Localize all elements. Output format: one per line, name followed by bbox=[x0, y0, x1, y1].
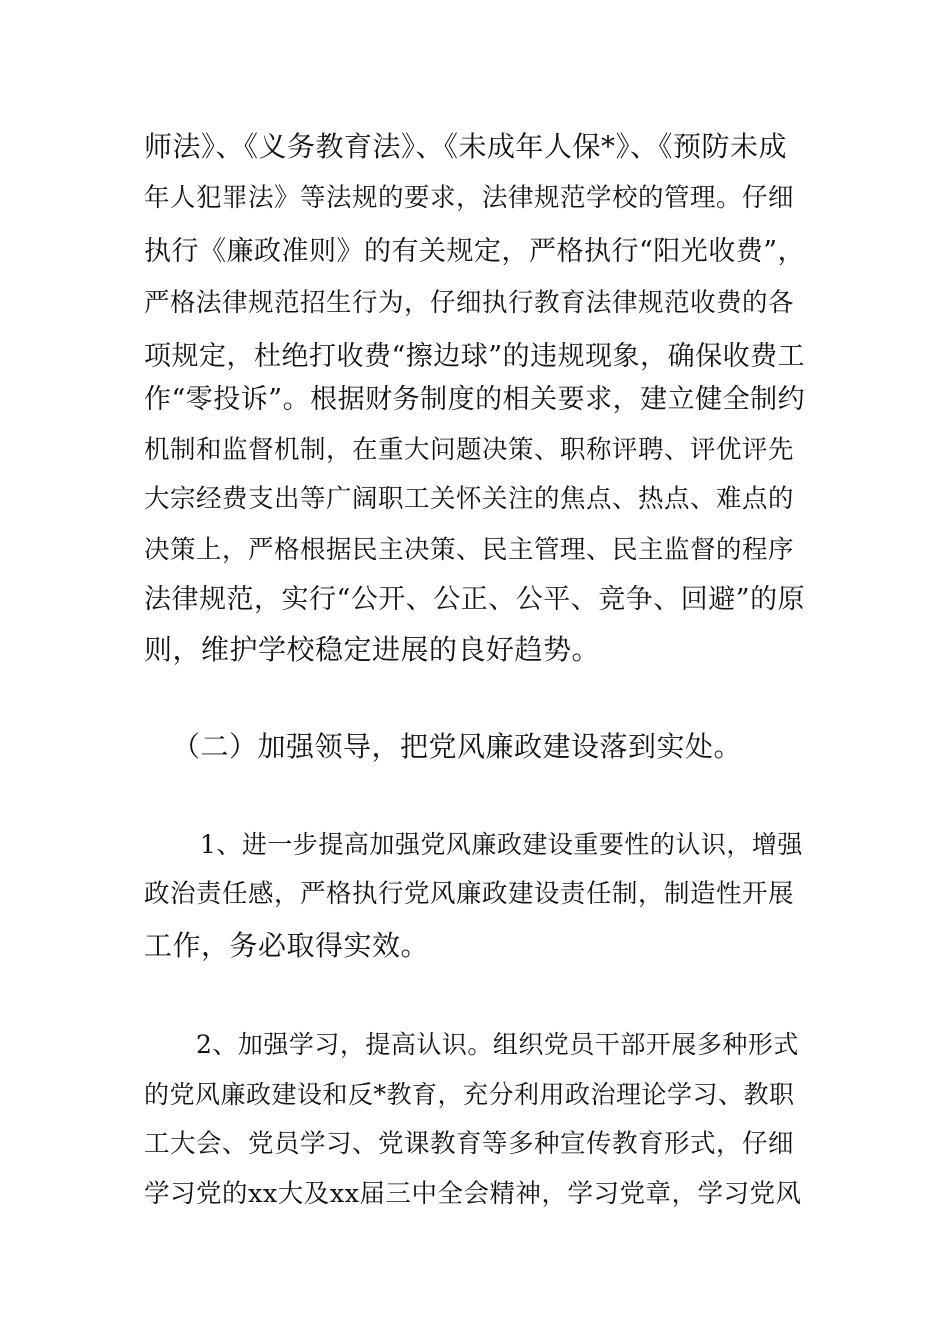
paragraph-line: 工大会、党员学习、党课教育等多种宣传教育形式，仔细 bbox=[144, 1129, 795, 1159]
paragraph-line: 法律规范，实行“公开、公正、公平、竞争、回避”的原 bbox=[144, 584, 806, 615]
paragraph-line: 大宗经费支出等广阔职工关怀关注的焦点、热点、难点的 bbox=[144, 484, 795, 514]
paragraph-line: 工作，务必取得实效。 bbox=[144, 929, 430, 962]
paragraph-line: 项规定，杜绝打收费“擦边球”的违规现象，确保收费工 bbox=[144, 341, 806, 372]
paragraph-line: 政治责任感，严格执行党风廉政建设责任制，制造性开展 bbox=[144, 879, 795, 909]
paragraph-line: 1、进一步提高加强党风廉政建设重要性的认识，增强 bbox=[200, 830, 803, 859]
paragraph-line: 作“零投诉”。根据财务制度的相关要求，建立健全制约 bbox=[144, 384, 806, 415]
paragraph-line: 年人犯罪法》等法规的要求，法律规范学校的管理。仔细 bbox=[144, 183, 795, 213]
paragraph-line: 则，维护学校稳定进展的良好趋势。 bbox=[144, 633, 601, 666]
paragraph-line: 执行《廉政准则》的有关规定，严格执行“阳光收费”， bbox=[144, 236, 806, 267]
paragraph-line: 2、加强学习，提高认识。组织党员干部开展多种形式 bbox=[196, 1030, 799, 1059]
paragraph-line: 严格法律规范招生行为，仔细执行教育法律规范收费的各 bbox=[144, 288, 795, 318]
paragraph-line: 机制和监督机制，在重大问题决策、职称评聘、评优评先 bbox=[144, 435, 795, 465]
paragraph-line: 学习党的xx大及xx届三中全会精神，学习党章，学习党风 bbox=[144, 1179, 802, 1209]
paragraph-line: 师法》、《义务教育法》、《未成年人保*》、《预防未成 bbox=[144, 130, 788, 163]
paragraph-line: 的党风廉政建设和反*教育，充分利用政治理论学习、教职 bbox=[144, 1080, 795, 1109]
paragraph-line: 决策上，严格根据民主决策、民主管理、民主监督的程序 bbox=[144, 535, 795, 565]
section-heading: （二）加强领导，把党风廉政建设落到实处。 bbox=[172, 730, 743, 763]
